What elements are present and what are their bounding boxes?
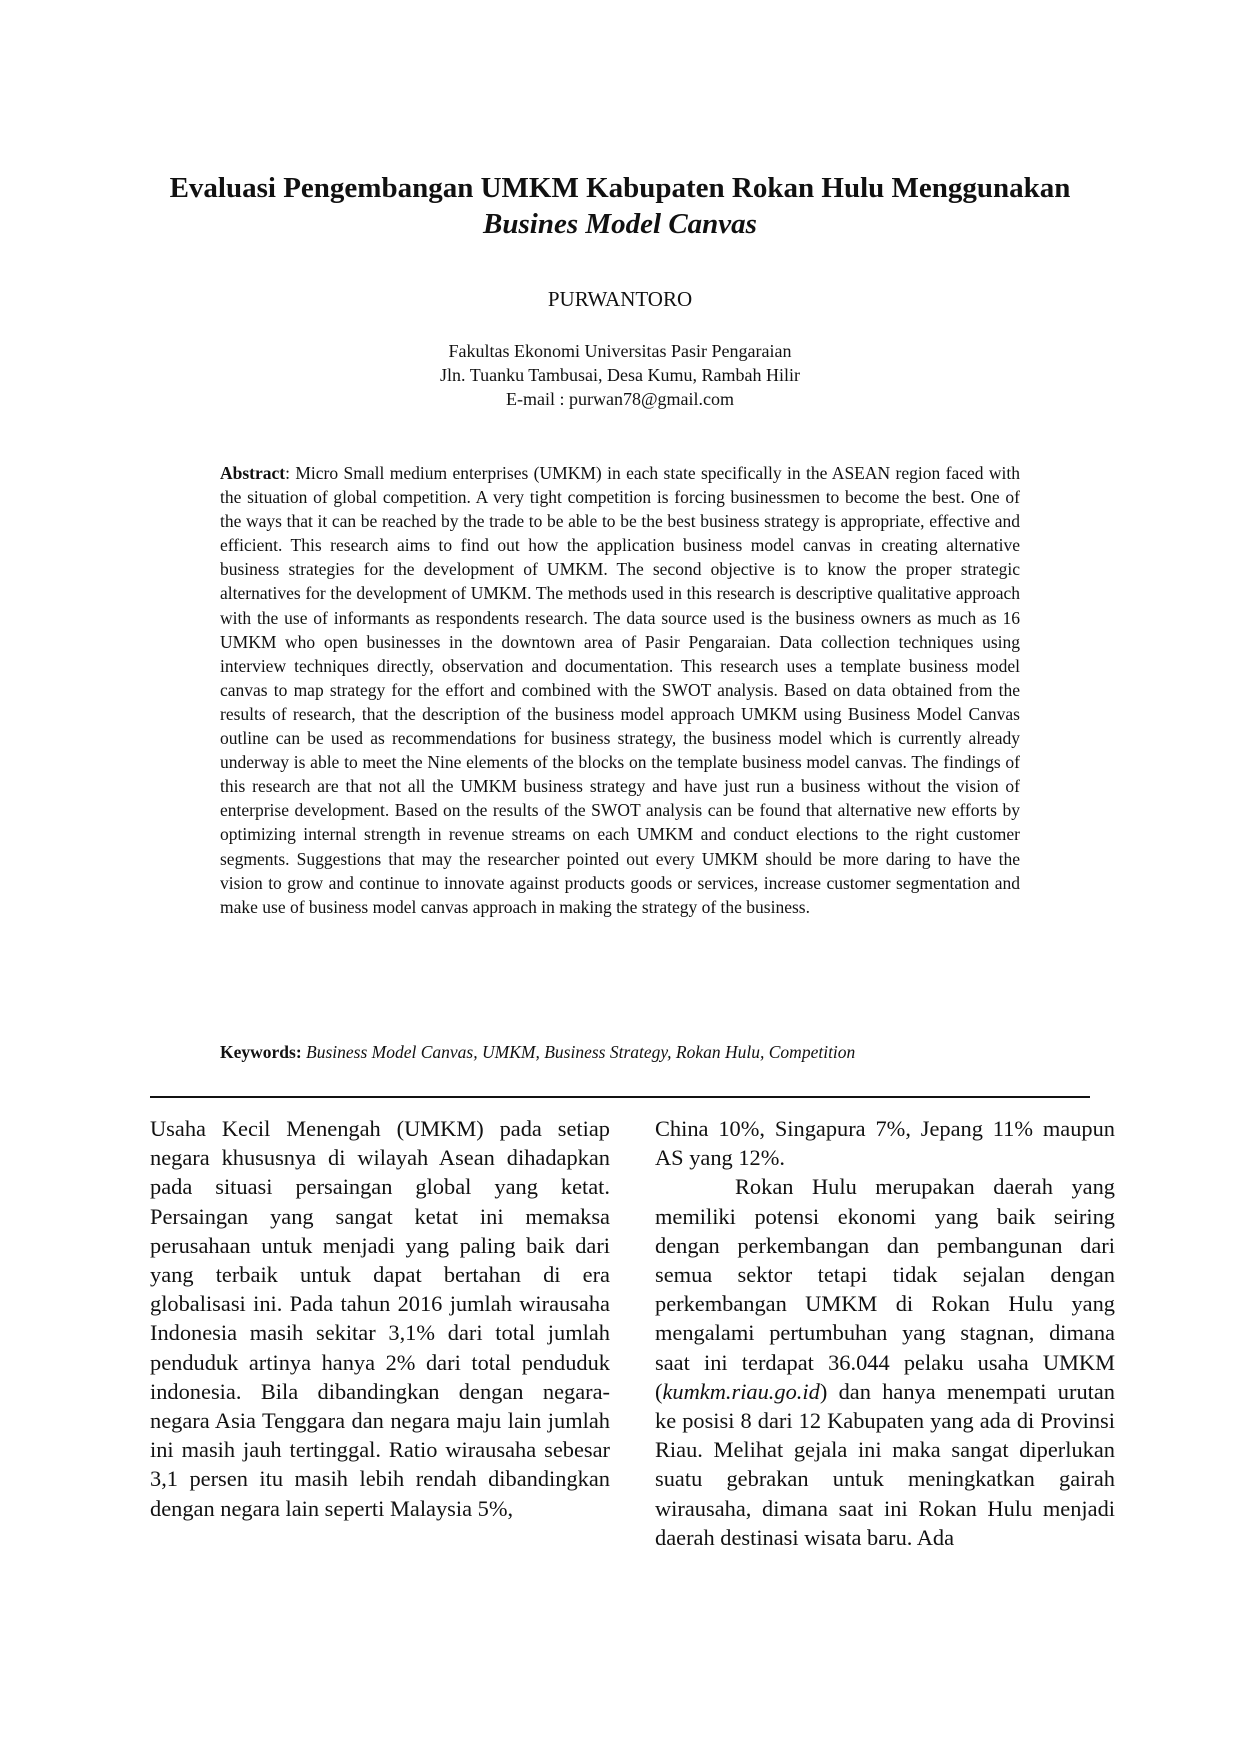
website-reference: kumkm.riau.go.id [662, 1378, 820, 1404]
keywords [220, 1040, 1020, 1064]
body-paragraph: Usaha Kecil Menengah (UMKM) pada setiap negara khususnya di wilayah Asean dihadapkan pada situasi persaingan global yang ketat. Persaingan yang sangat ketat ini memaksa perusahaan untuk menjadi yang paling baik dari yang terbaik untuk dapat bertahan di era globalisasi ini. Pada tahun 2016 jumlah wirausaha Indonesia masih sekitar 3,1% dari total jumlah penduduk artinya hanya 2% dari total penduduk indonesia. Bila dibandingkan dengan negara-negara Asia Tenggara dan negara maju lain jumlah ini masih jauh tertinggal. Ratio wirausaha sebesar 3,1 persen itu masih lebih rendah dibandingkan dengan negara lain seperti Malaysia 5%, [150, 1116, 610, 1521]
body-column-right [655, 1114, 1115, 1552]
affiliation-line-1: Fakultas Ekonomi Universitas Pasir Pengaraian [448, 341, 792, 361]
body-paragraph: China 10%, Singapura 7%, Jepang 11% maupun AS yang 12%. [655, 1116, 1115, 1171]
body-text: ) dan hanya menempati urutan ke posisi 8 dari 12 Kabupaten yang ada di Provinsi Riau. Melihat gejala ini maka sangat diperlukan suatu gebrakan untuk meningkatkan gairah wirausaha, dimana saat ini Rokan Hulu menjadi daerah destinasi wisata baru. Ada [655, 1378, 1115, 1550]
abstract-text: : Micro Small medium enterprises (UMKM) in each state specifically in the ASEAN region faced with the situation of global competition. A very tight competition is forcing businessmen to become the best. One of the ways that it can be reached by the trade to be able to be the best business strategy is appropriate, effective and efficient. This research aims to find out how the application business model canvas in creating alternative business strategies for the development of UMKM. The second objective is to know the proper strategic alternatives for the development of UMKM. The methods used in this research is descriptive qualitative approach with the use of informants as respondents research. The data source used is the business owners as much as 16 UMKM who open businesses in the downtown area of Pasir Pengaraian. Data collection techniques using interview techniques directly, observation and documentation. This research uses a template business model canvas to map strategy for the effort and combined with the SWOT analysis. Based on data obtained from the results of research, that the description of the business model approach UMKM using Business Model Canvas outline can be used as recommendations for business strategy, the business model which is currently already underway is able to meet the Nine elements of the blocks on the template business model canvas. The findings of this research are that not all the UMKM business strategy and have just run a business without the vision of enterprise development. Based on the results of the SWOT analysis can be found that alternative new efforts by optimizing internal strength in revenue streams on each UMKM and conduct elections to the right customer segments. Suggestions that may the researcher pointed out every UMKM should be more daring to have the vision to grow and continue to innovate against products goods or services, increase customer segmentation and make use of business model canvas approach in making the strategy of the business. [220, 463, 1020, 917]
body-text: Rokan Hulu merupakan daerah yang memiliki potensi ekonomi yang baik seiring dengan perkembangan dan pembangunan dari semua sektor tetapi tidak sejalan dengan perkembangan UMKM di Rokan Hulu yang mengalami pertumbuhan yang stagnan, dimana saat ini terdapat 36.044 pelaku usaha UMKM ( [655, 1174, 1115, 1404]
title-main: Evaluasi Pengembangan UMKM Kabupaten Rokan Hulu Menggunakan [169, 172, 1071, 204]
affiliation [130, 339, 1110, 411]
title-italic: Busines Model Canvas [483, 208, 757, 240]
affiliation-email: E-mail : purwan78@gmail.com [505, 389, 735, 409]
keywords-text: Business Model Canvas, UMKM, Business Strategy, Rokan Hulu, Competition [306, 1042, 856, 1062]
section-divider [150, 1096, 1090, 1098]
paper-title [130, 170, 1110, 242]
body-paragraph [655, 1172, 1115, 1552]
affiliation-line-2: Jln. Tuanku Tambusai, Desa Kumu, Rambah Hilir [440, 365, 800, 385]
keywords-label: Keywords: [220, 1042, 302, 1062]
author-name: PURWANTORO [547, 287, 693, 311]
abstract-label: Abstract [220, 463, 286, 483]
abstract [220, 461, 1020, 919]
body-column-left [150, 1114, 610, 1523]
